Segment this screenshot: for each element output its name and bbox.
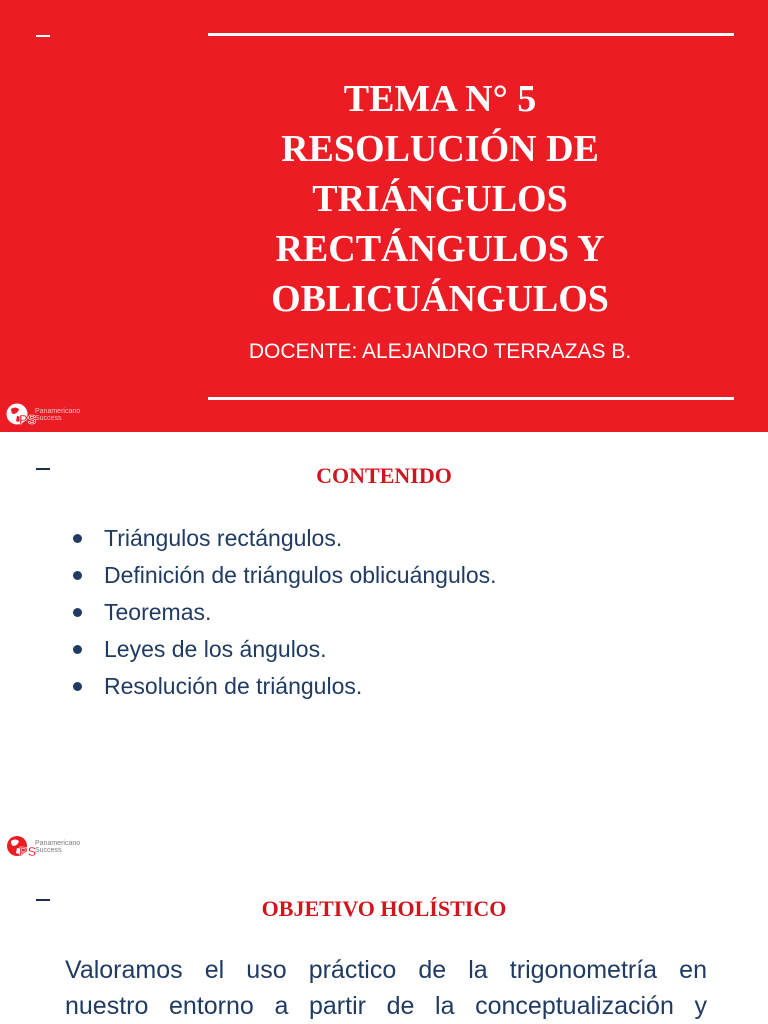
logo-line: Panamericano xyxy=(35,840,81,847)
list-item: Definición de triángulos oblicuángulos. xyxy=(70,557,497,594)
paragraph-line: nuestro entorno a partir de la conceptualización y xyxy=(65,992,707,1020)
title-slide xyxy=(0,0,768,432)
logo-initials: PS xyxy=(19,844,37,859)
contents-slide xyxy=(0,432,768,872)
paragraph-line: Valoramos el uso práctico de la trigonometría en xyxy=(65,956,707,984)
list-item: Teoremas. xyxy=(70,594,497,631)
logo-text xyxy=(35,840,80,854)
title-line: TRIÁNGULOS xyxy=(312,178,568,220)
logo-text xyxy=(35,408,80,422)
list-item: Leyes de los ángulos. xyxy=(70,631,497,668)
slide-title xyxy=(180,74,700,324)
objective-paragraph xyxy=(65,952,707,1024)
objective-slide xyxy=(0,872,768,1024)
logo xyxy=(6,402,80,428)
globe-logo-icon xyxy=(6,834,37,860)
logo-initials: PS xyxy=(19,412,37,427)
contents-list xyxy=(70,520,497,705)
logo-line: Success xyxy=(35,415,62,422)
list-item: Triángulos rectángulos. xyxy=(70,520,497,557)
logo xyxy=(6,834,80,860)
top-divider-line xyxy=(208,33,734,36)
contents-heading: CONTENIDO xyxy=(316,463,452,488)
globe-logo-icon xyxy=(6,402,37,428)
title-line: TEMA N° 5 xyxy=(343,78,537,120)
title-line: RECTÁNGULOS Y xyxy=(275,228,605,270)
teacher-name: DOCENTE: ALEJANDRO TERRAZAS B. xyxy=(248,340,632,363)
logo-line: Success xyxy=(35,847,62,854)
title-line: OBLICUÁNGULOS xyxy=(271,278,609,320)
bottom-divider-line xyxy=(208,397,734,400)
slide-dash-marker xyxy=(36,35,50,37)
list-item: Resolución de triángulos. xyxy=(70,668,497,705)
title-line: RESOLUCIÓN DE xyxy=(281,128,599,170)
objective-heading: OBJETIVO HOLÍSTICO xyxy=(261,896,507,921)
logo-line: Panamericano xyxy=(35,408,81,415)
